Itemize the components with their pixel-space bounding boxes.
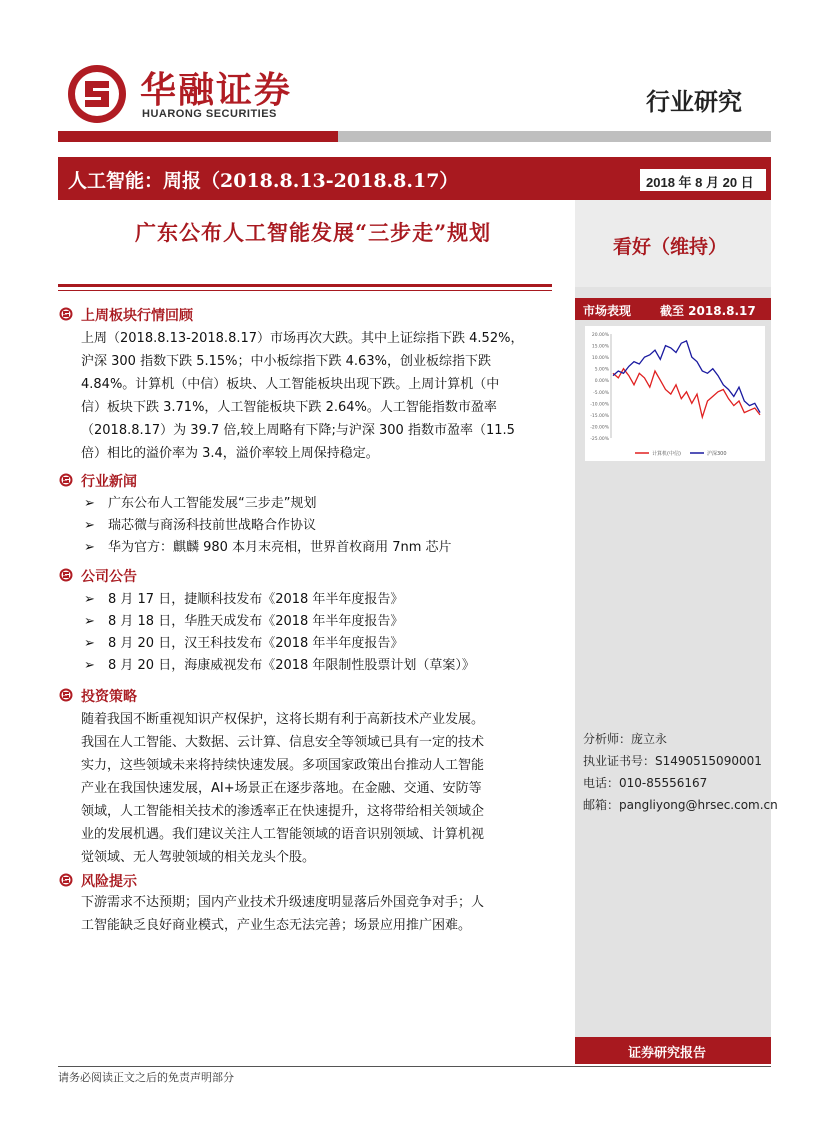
text-line: 下游需求不达预期；国内产业技术升级速度明显落后外国竞争对手；人 — [81, 895, 485, 910]
bullet-arrow-icon: ➢ — [84, 592, 95, 607]
text-line: 倍）相比的溢价率为 3.4，溢价率较上周保持稳定。 — [81, 446, 379, 461]
announcement-text: 8 月 17 日，捷顺科技发布《2018 年半年度报告》 — [108, 592, 404, 607]
header-bar-gray — [338, 131, 771, 142]
header-bar-red — [58, 131, 338, 142]
bullet-arrow-icon: ➢ — [84, 518, 95, 533]
market-label: 市场表现 — [583, 304, 632, 318]
rating: 看好（维持） — [613, 236, 728, 258]
section-logo-icon — [59, 568, 73, 582]
y-tick-label: 5.00% — [594, 367, 609, 373]
bullet-arrow-icon: ➢ — [84, 540, 95, 555]
announcement-item — [84, 654, 475, 673]
market-chart-svg — [585, 326, 765, 461]
y-tick-label: -5.00% — [593, 390, 609, 396]
bullet-arrow-icon: ➢ — [84, 614, 95, 629]
text-line: 业的发展机遇。我们建议关注人工智能领域的语音识别领域、计算机视 — [81, 827, 485, 842]
bullet-arrow-icon: ➢ — [84, 658, 95, 673]
analyst-license: 执业证书号：S1490515090001 — [583, 754, 762, 768]
y-tick-label: -25.00% — [590, 437, 609, 442]
market-date: 截至 2018.8.17 — [660, 304, 756, 318]
title-divider-thin — [58, 290, 552, 291]
footer-label: 证券研究报告 — [628, 1046, 707, 1061]
risk-paragraph — [81, 891, 553, 937]
report-date: 2018 年 8 月 20 日 — [646, 175, 754, 190]
analyst-email[interactable]: 邮箱：pangliyong@hrsec.com.cn — [583, 798, 778, 812]
text-line: 4.84%。计算机（中信）板块、人工智能板块出现下跌。上周计算机（中 — [81, 377, 500, 392]
y-tick-label: 10.00% — [591, 356, 609, 362]
announcement-text: 8 月 18 日，华胜天成发布《2018 年半年度报告》 — [108, 614, 404, 629]
section-title-announcements: 公司公告 — [81, 569, 137, 585]
news-item-text: 瑞芯微与商汤科技前世战略合作协议 — [108, 518, 317, 533]
huarong-logo-icon — [66, 63, 128, 125]
report-type: 行业研究 — [646, 87, 742, 116]
brand-name-en: HUARONG SECURITIES — [142, 108, 277, 120]
announcement-item — [84, 632, 403, 651]
y-tick-label: -15.00% — [590, 413, 609, 419]
section-logo-icon — [59, 307, 73, 321]
news-item — [84, 492, 316, 511]
text-line: 随着我国不断重视知识产权保护，这将长期有利于高新技术产业发展。 — [81, 712, 485, 727]
news-item-text: 华为官方：麒麟 980 本月末亮相，世界首枚商用 7nm 芯片 — [108, 540, 452, 555]
series-line-0 — [613, 369, 760, 418]
report-title: 人工智能：周报（2018.8.13-2018.8.17） — [68, 170, 459, 192]
section-title-risk: 风险提示 — [81, 874, 137, 890]
brand-name-cn: 华融证券 — [140, 69, 293, 111]
text-line: 实力，这些领域未来将持续快速发展。多项国家政策出台推动人工智能 — [81, 758, 485, 773]
text-line: （2018.8.17）为 39.7 倍,较上周略有下降;与沪深 300 指数市盈率（11.5 — [81, 423, 515, 438]
strategy-paragraph — [81, 708, 553, 869]
footer-divider — [58, 1066, 771, 1067]
analyst-name: 分析师：庞立永 — [583, 732, 668, 746]
y-tick-label: -10.00% — [590, 402, 609, 408]
text-line: 我国在人工智能、大数据、云计算、信息安全等领域已具有一定的技术 — [81, 735, 485, 750]
y-tick-label: 0.00% — [594, 379, 609, 385]
news-item-text: 广东公布人工智能发展“三步走”规划 — [108, 496, 317, 511]
announcement-item — [84, 610, 403, 629]
y-tick-label: 15.00% — [591, 344, 609, 350]
text-line: 信）板块下跌 3.71%，人工智能板块下跌 2.64%。人工智能指数市盈率 — [81, 400, 497, 415]
legend-label: 沪深300 — [707, 451, 727, 457]
text-line: 上周（2018.8.13-2018.8.17）市场再次大跌。其中上证综指下跌 4.52%， — [81, 331, 524, 346]
main-title: 广东公布人工智能发展“三步走”规划 — [135, 220, 492, 245]
market-chart — [585, 326, 765, 461]
bullet-arrow-icon: ➢ — [84, 496, 95, 511]
announcement-text: 8 月 20 日，汉王科技发布《2018 年半年度报告》 — [108, 636, 404, 651]
news-item — [84, 536, 452, 555]
announcement-text: 8 月 20 日，海康威视发布《2018 年限制性股票计划（草案）》 — [108, 658, 475, 673]
section-title-news: 行业新闻 — [81, 474, 137, 490]
y-tick-label: 20.00% — [591, 333, 609, 338]
section-title-review: 上周板块行情回顾 — [81, 308, 193, 324]
legend-label: 计算机(中信) — [652, 451, 681, 457]
bullet-arrow-icon: ➢ — [84, 636, 95, 651]
announcement-item — [84, 588, 403, 607]
news-item — [84, 514, 316, 533]
section-title-strategy: 投资策略 — [81, 689, 137, 705]
analyst-phone: 电话：010-85556167 — [583, 776, 708, 790]
text-line: 领域，人工智能相关技术的渗透率正在快速提升，这将带给相关领域企 — [81, 804, 485, 819]
title-divider — [58, 284, 552, 287]
text-line: 产业在我国快速发展，AI+场景正在逐步落地。在金融、交通、安防等 — [81, 781, 482, 796]
section-logo-icon — [59, 873, 73, 887]
section-logo-icon — [59, 688, 73, 702]
review-paragraph — [81, 327, 553, 465]
disclaimer: 请务必阅读正文之后的免责声明部分 — [58, 1071, 234, 1084]
text-line: 沪深 300 指数下跌 5.15%；中小板综指下跌 4.63%，创业板综指下跌 — [81, 354, 491, 369]
text-line: 觉领域、无人驾驶领域的相关龙头个股。 — [81, 850, 316, 865]
section-logo-icon — [59, 473, 73, 487]
y-tick-label: -20.00% — [590, 425, 609, 431]
text-line: 工智能缺乏良好商业模式，产业生态无法完善；场景应用推广困难。 — [81, 918, 472, 933]
